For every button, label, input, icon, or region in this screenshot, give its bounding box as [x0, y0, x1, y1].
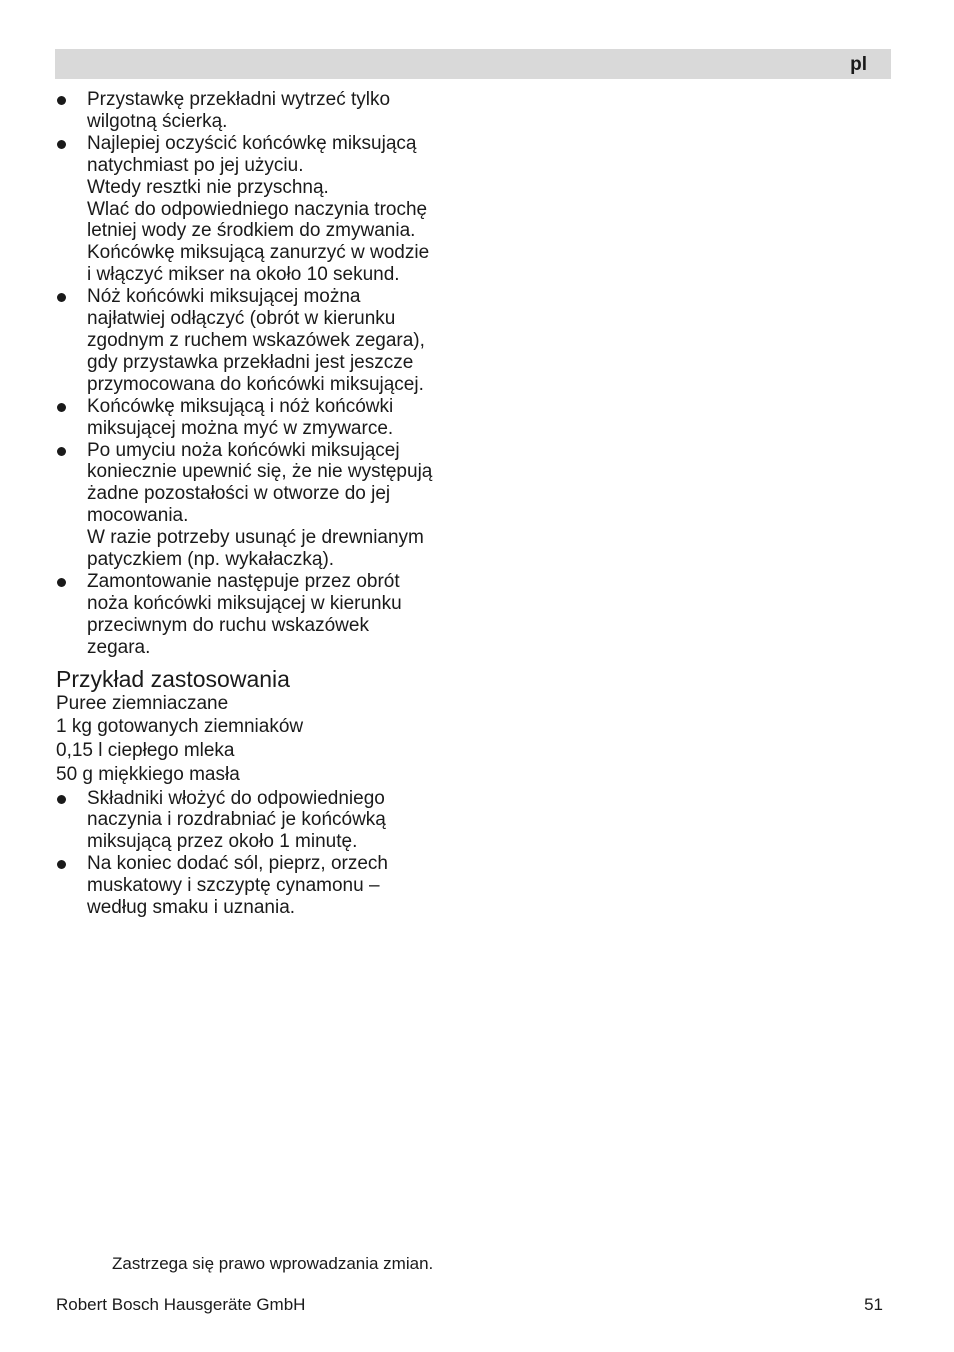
disclaimer-text: Zastrzega się prawo wprowadzania zmian. [112, 1254, 434, 1273]
text-line: Składniki włożyć do odpowiedniego [87, 787, 385, 809]
care-item [56, 571, 466, 659]
bullet-icon [57, 447, 66, 456]
ingredient-item: 1 kg gotowanych ziemniaków [56, 715, 304, 737]
text-line: Najlepiej oczyścić końcówkę miksującą [87, 132, 417, 154]
care-item [56, 133, 466, 286]
ingredient-list [56, 715, 466, 787]
content-column [56, 89, 466, 919]
ingredient-item: 50 g miękkiego masła [56, 763, 240, 785]
text-line: Po umyciu noża końcówki miksującej [87, 439, 400, 461]
text-line: Zamontowanie następuje przez obrót [87, 570, 400, 592]
care-item [56, 286, 466, 396]
text-line: żadne pozostałości w otworze do jej [87, 483, 391, 505]
bullet-icon [57, 795, 66, 804]
text-line: według smaku i uznania. [87, 897, 296, 919]
text-line: Nóż końcówki miksującej można [87, 286, 361, 308]
recipe-steps [56, 788, 466, 919]
recipe-step [56, 853, 466, 919]
bullet-icon [57, 96, 66, 105]
text-line: Wtedy resztki nie przyschną. [87, 176, 329, 198]
text-line: przymocowana do końcówki miksującej. [87, 373, 424, 395]
bullet-icon [57, 403, 66, 412]
text-line: zgodnym z ruchem wskazówek zegara), [87, 329, 425, 351]
text-line: Końcówkę miksującą i nóż końcówki [87, 395, 394, 417]
bullet-icon [57, 293, 66, 302]
text-line: miksującej można myć w zmywarce. [87, 417, 394, 439]
footer-company: Robert Bosch Hausgeräte GmbH [56, 1295, 306, 1314]
care-item [56, 440, 466, 571]
care-item [56, 396, 466, 440]
page-number: 51 [864, 1295, 883, 1314]
text-line: Na koniec dodać sól, pieprz, orzech [87, 853, 388, 875]
care-item [56, 89, 466, 133]
text-line: przeciwnym do ruchu wskazówek [87, 614, 369, 636]
text-line: wilgotną ścierką. [87, 110, 228, 132]
text-line: W razie potrzeby usunąć je drewnianym [87, 527, 424, 549]
bullet-icon [57, 578, 66, 587]
text-line: gdy przystawka przekładni jest jeszcze [87, 351, 414, 373]
text-line: zegara. [87, 636, 151, 658]
text-line: letniej wody ze środkiem do zmywania. [87, 220, 416, 242]
language-code: pl [850, 54, 867, 75]
bullet-icon [57, 860, 66, 869]
text-line: Końcówkę miksującą zanurzyć w wodzie [87, 242, 430, 264]
recipe-title: Puree ziemniaczane [56, 692, 229, 714]
text-line: miksującą przez około 1 minutę. [87, 831, 358, 853]
text-line: naczynia i rozdrabniać je końcówką [87, 809, 386, 831]
text-line: mocowania. [87, 505, 189, 527]
text-line: i włączyć mikser na około 10 sekund. [87, 264, 400, 286]
care-list [56, 89, 466, 659]
text-line: noża końcówki miksującej w kierunku [87, 592, 402, 614]
text-line: Przystawkę przekładni wytrzeć tylko [87, 89, 391, 110]
language-bar [55, 49, 891, 79]
ingredient-item: 0,15 l ciepłego mleka [56, 739, 235, 761]
text-line: muskatowy i szczyptę cynamonu – [87, 875, 380, 897]
text-line: natychmiast po jej użyciu. [87, 154, 304, 176]
text-line: najłatwiej odłączyć (obrót w kierunku [87, 308, 396, 330]
section-title: Przykład zastosowania [56, 665, 290, 692]
text-line: koniecznie upewnić się, że nie występują [87, 461, 433, 483]
recipe-step [56, 788, 466, 854]
text-line: patyczkiem (np. wykałaczką). [87, 549, 335, 571]
bullet-icon [57, 140, 66, 149]
text-line: Wlać do odpowiedniego naczynia trochę [87, 198, 428, 220]
